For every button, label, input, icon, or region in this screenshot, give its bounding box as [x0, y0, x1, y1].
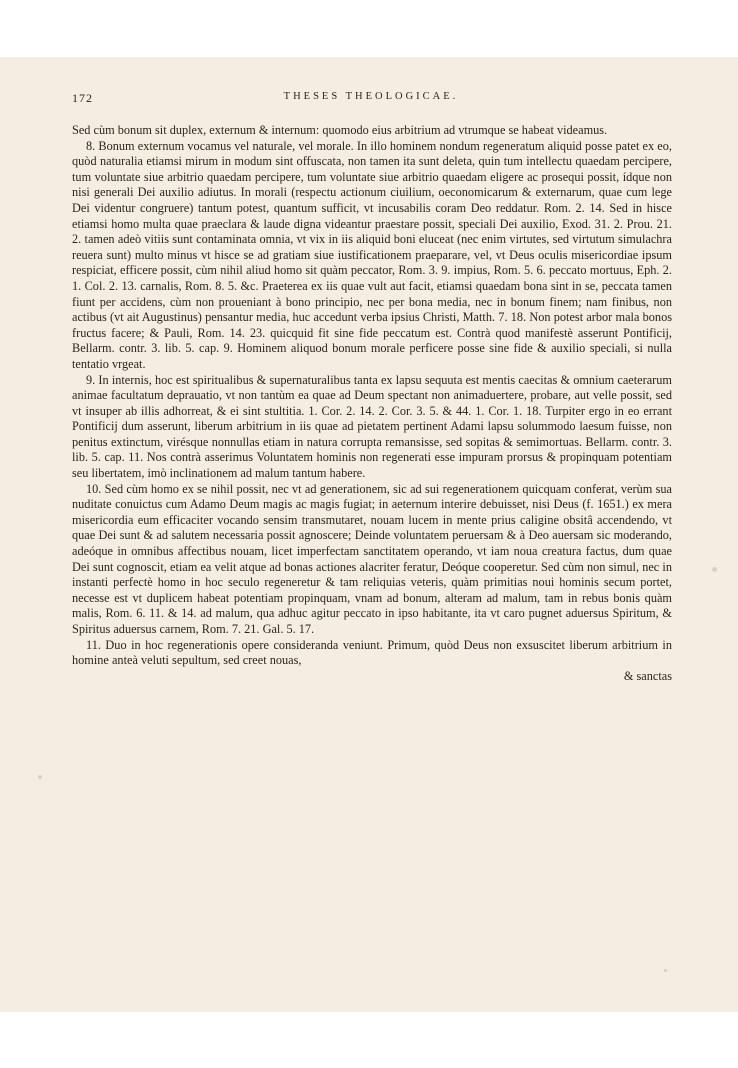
paragraph-thesis-11: 11. Duo in hoc regenerationis opere consideranda veniunt. Primum, quòd Deus non exsuscitet liberum arbitrium in homine anteà veluti sepultum, sed creet nouas, [72, 637, 672, 668]
paragraph-intro: Sed cùm bonum sit duplex, externum & internum: quomodo eius arbitrium ad vtrumque se habeat videamus. [72, 123, 608, 137]
page-number: 172 [72, 91, 93, 105]
page-header [72, 91, 670, 109]
paper-spot [664, 969, 667, 972]
paper-spot [712, 567, 717, 572]
paragraph-thesis-10: 10. Sed cùm homo ex se nihil possit, nec vt ad generationem, sic ad sui regenerationem quicquam conferat, verùm sua nuditate conuictus cum Adamo Deum magis ac magis fugiat; in aeternum interire debuisset, nisi Deus (f. 1651.) ex mera misericordia eum efficaciter vocando sensim transmutaret, nouam lucem in mente prius caligine obsitâ accendendo, vt quae Dei sunt & ad salutem necessaria possit agnoscere; Deinde voluntatem peruersam & à Deo auersam sic moderando, adeóque in omnibus affectibus nouam, licet imperfectam sanctitatem operando, vt iam noua creatura factus, dum quae Dei sunt cognoscit, etiam ea velit atque ad bonas actiones alacriter feratur, Deóque cooperetur. Sed cùm non simul, nec in instanti perfectè homo in hoc seculo regeneretur & tam reliquias veteris, quàm primitias noui hominis secum portet, necesse est vt duplicem habeat potentiam propinquam, vnam ad bonum, alteram ad malum, tam in rebus bonis quàm malis, Rom. 6. 11. & 14. ad malum, qua adhuc agitur peccato in ipso habitante, ita vt caro pugnet aduersus Spiritum, & Spiritus aduersus carnem, Rom. 7. 21. Gal. 5. 17. [72, 481, 672, 636]
paper-spot [38, 775, 42, 779]
page-body [72, 123, 672, 684]
book-page [0, 57, 738, 1012]
running-head: THESES THEOLOGICAE. [283, 91, 459, 102]
paragraph-thesis-9: 9. In internis, hoc est spiritualibus & supernaturalibus tanta ex lapsu sequuta est mentis caecitas & omnium caeterarum animae facultatum deprauatio, vt non tantùm ea quae ad Deum spectant non animaduertere, probare, aut velle possit, sed vt insuper ab illis adhorreat, & ei sint stultitia. 1. Cor. 2. 14. 2. Cor. 3. 5. & 44. 1. Cor. 1. 18. Turpiter ergo in eo errant Pontificij dum asserunt, liberum arbitrium in iis quae ad pietatem pertinent Adami lapsu solummodo laesum fuisse, non penitus extinctum, virésque nonnullas etiam in natura corrupta remansisse, sed sopitas & semimortuas. Bellarm. contr. 3. lib. 5. cap. 11. Nos contrà asserimus Voluntatem hominis non regenerati esse impuram prorsus & propinquam potentiam seu libertatem, imò inclinationem ad malum tantum habere. [72, 372, 672, 481]
catchword: & sanctas [623, 668, 672, 683]
paragraph-thesis-8: 8. Bonum externum vocamus vel naturale, vel morale. In illo hominem nondum regeneratum aliquid posse patet ex eo, quòd naturalia etiamsi mirum in modum sint offuscata, non tamen ita sunt deleta, quin tum intellectu quaedam percipere, tum voluntate siue arbitrio quaedam percipere, tum voluntate siue arbitrio quaedam eligere ac prosequi possit, ídque non nisi generali Dei auxilio adiutus. In morali (respectu actionum ciuilium, oeconomicarum & externarum, quae cum lege Dei videntur congruere) tantum potest, quantum sufficit, vt incusabilis coram Deo reddatur. Rom. 2. 14. Sed in hisce etiamsi homo multa quae praeclara & laude digna videantur praestare possit, speciali Dei auxilio, Exod. 31. 2. Prou. 21. 2. tamen adeò vitiis sunt contaminata omnia, vt vix in iis aliquid boni eluceat (nec enim virtutes, sed virtutum simulachra reuera sunt) multo minus vt hisce se ad gratiam siue iustificationem praeparare, vel, vt Deus oculis misericordiae ipsum respiciat, efficere possit, cùm nihil aliud homo sit quàm peccator, Rom. 3. 9. impius, Rom. 5. 6. peccato mortuus, Eph. 2. 1. Col. 2. 13. carnalis, Rom. 8. 5. &c. Praeterea ex iis quae vult aut facit, etiamsi quaedam bona sint in se, peccata tamen fiunt per accidens, cùm non proueniant à bono principio, nec per bona media, nec in bonum finem; nam finibus, non actibus (vt ait Augustinus) pensantur media, huc accedunt verba ipsius Christi, Matth. 7. 18. Non potest arbor mala bonos fructus facere; & Pauli, Rom. 14. 23. quicquid fit sine fide peccatum est. Contrà quod manifestè asserunt Pontificij, Bellarm. contr. 3. lib. 5. cap. 9. Hominem aliquod bonum morale perficere posse sine fide & auxilio speciali, si nulla tentatio vrgeat. [72, 138, 672, 371]
